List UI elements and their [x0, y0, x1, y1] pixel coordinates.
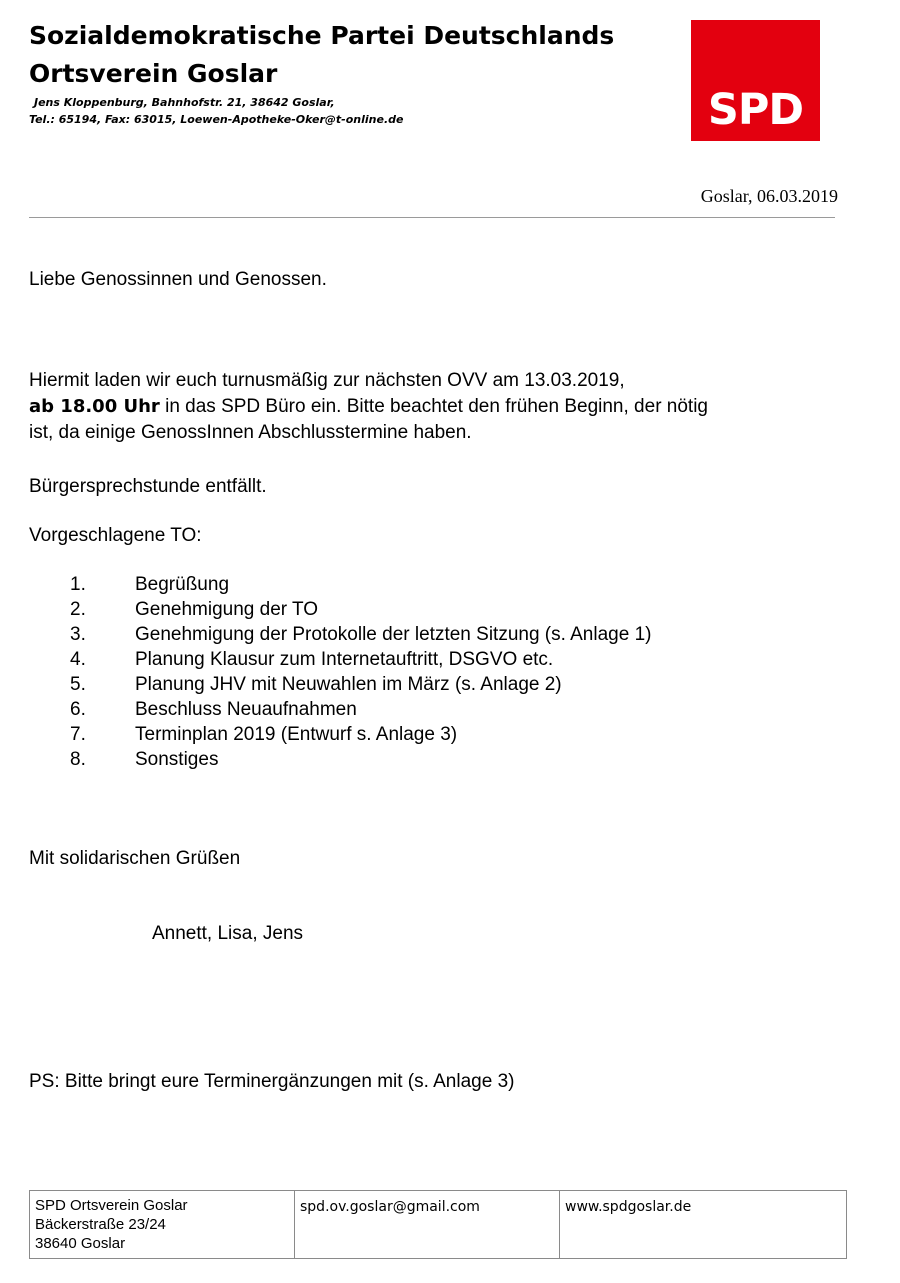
agenda-item-number: 6. [70, 699, 86, 720]
salutation: Liebe Genossinnen und Genossen. [29, 269, 327, 290]
invitation-line-2-text: in das SPD Büro ein. Bitte beachtet den frühen Beginn, der nötig [159, 396, 709, 417]
footer-email-cell [295, 1191, 560, 1259]
date-line: Goslar, 06.03.2019 [700, 186, 838, 206]
agenda-heading: Vorgeschlagene TO: [29, 525, 202, 546]
agenda-item-text: Genehmigung der TO [135, 599, 319, 620]
buergersprechstunde-note: Bürgersprechstunde entfällt. [29, 476, 267, 497]
agenda-item [70, 622, 651, 647]
agenda-item-number: 5. [70, 674, 86, 695]
contact-line-1: Jens Kloppenburg, Bahnhofstr. 21, 38642 Goslar, [34, 96, 335, 109]
agenda-item-number: 4. [70, 649, 86, 670]
agenda-item [70, 747, 651, 772]
agenda-item-number: 8. [70, 749, 86, 770]
logo-text: SPD [707, 85, 804, 135]
agenda-item-text: Genehmigung der Protokolle der letzten Sitzung (s. Anlage 1) [135, 624, 652, 645]
agenda-item-text: Planung Klausur zum Internetauftritt, DSGVO etc. [135, 649, 554, 670]
invitation-time: ab 18.00 Uhr [29, 396, 160, 417]
footer-email: spd.ov.goslar@gmail.com [300, 1199, 480, 1215]
party-name: Sozialdemokratische Partei Deutschlands [29, 21, 615, 50]
contact-line-2: Tel.: 65194, Fax: 63015, Loewen-Apotheke-Oker@t-online.de [29, 113, 404, 126]
agenda-item [70, 572, 651, 597]
agenda-item-number: 7. [70, 724, 86, 745]
agenda-item [70, 597, 651, 622]
header-divider [29, 217, 835, 218]
footer-website: www.spdgoslar.de [565, 1199, 692, 1215]
invitation-line-3: ist, da einige GenossInnen Abschlusstermine haben. [29, 422, 472, 443]
spd-logo [691, 20, 820, 141]
footer-address-line-1: SPD Ortsverein Goslar [35, 1197, 188, 1214]
invitation-line-2 [29, 394, 708, 420]
agenda-list [70, 572, 651, 772]
agenda-item [70, 697, 651, 722]
local-branch-name: Ortsverein Goslar [29, 59, 278, 88]
footer-address-cell [30, 1191, 295, 1259]
agenda-item-text: Planung JHV mit Neuwahlen im März (s. Anlage 2) [135, 674, 562, 695]
closing-greeting: Mit solidarischen Grüßen [29, 848, 241, 869]
footer-address-line-2: Bäckerstraße 23/24 [35, 1216, 166, 1233]
agenda-item [70, 647, 651, 672]
footer-row [30, 1191, 847, 1259]
agenda-item [70, 722, 651, 747]
agenda-item-text: Terminplan 2019 (Entwurf s. Anlage 3) [135, 724, 458, 745]
agenda-item-text: Sonstiges [135, 749, 219, 770]
footer-website-cell [560, 1191, 847, 1259]
invitation-line-1: Hiermit laden wir euch turnusmäßig zur nächsten OVV am 13.03.2019, [29, 370, 625, 391]
invitation-paragraph [29, 368, 708, 446]
agenda-item [70, 672, 651, 697]
agenda-item-text: Begrüßung [135, 574, 230, 595]
footer-table [29, 1190, 847, 1259]
agenda-item-number: 2. [70, 599, 86, 620]
agenda-item-text: Beschluss Neuaufnahmen [135, 699, 357, 720]
agenda-item-number: 3. [70, 624, 86, 645]
signers: Annett, Lisa, Jens [152, 923, 304, 944]
postscript: PS: Bitte bringt eure Terminergänzungen mit (s. Anlage 3) [29, 1071, 515, 1092]
footer-address-line-3: 38640 Goslar [35, 1235, 126, 1252]
agenda-item-number: 1. [70, 574, 86, 595]
